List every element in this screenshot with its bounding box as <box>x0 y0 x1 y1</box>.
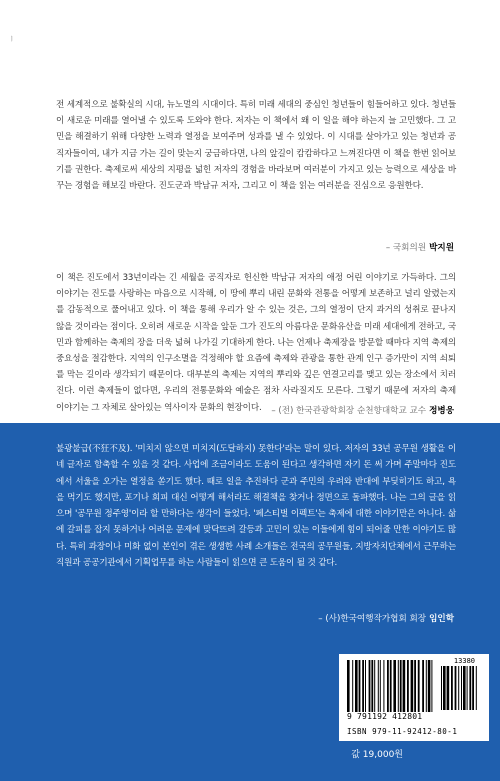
barcode-bar <box>387 660 389 712</box>
endorser-name-3: 임인학 <box>429 614 454 624</box>
barcode-bar <box>359 660 361 712</box>
barcode-bar <box>352 660 353 712</box>
addon-barcode <box>441 666 477 710</box>
barcode-bar <box>403 660 406 712</box>
barcode-bar <box>469 666 471 710</box>
barcode-bar <box>365 660 366 712</box>
endorsement-text-1: 전 세계적으로 불확실의 시대, 뉴노멀의 시대이다. 특히 미래 세대의 중심인 청년들이 힘들어하고 있다. 청년들이 새로운 미래를 열어낼 수 있도록 도와야 한다. 저자는 이 책에서 왜 이 일을 해야 하는지 늘 고민했다. 그 고민을 해결하기 위해 다양한 노력과 열정을 보여주며 성과를 낼 수 있었다. 이 시대를 살아가고 있는 청년과 공직자들이여, 내가 지금 가는 길이 맞는지 궁금하다면, 나의 앞길이 캄캄하다고 느껴진다면 이 책을 한번 읽어보기를 권한다. 축제로써 세상의 지평을 넓힌 저자의 경험을 바라보며 여러분이 가지고 있는 능력으로 세상을 바꾸는 경험을 해보길 바란다. 진도군과 박남규 저자, 그리고 이 책을 읽는 여러분을 진심으로 응원한다. <box>56 100 456 192</box>
barcode-bar <box>418 660 420 712</box>
barcode-bar <box>447 666 450 710</box>
barcode-bar <box>443 666 446 710</box>
barcode-bar <box>362 660 364 712</box>
barcode-bar <box>371 660 373 712</box>
endorser-role-1: – 국회의원 <box>385 243 427 253</box>
barcode-bar <box>398 660 399 712</box>
barcode-bar <box>451 666 453 710</box>
barcode-digits: 9 791192 412801 <box>347 712 423 721</box>
barcode-bar <box>476 666 477 710</box>
barcode-bar <box>431 660 432 712</box>
endorsement-signature-3 <box>318 612 454 624</box>
endorser-name-2: 정병웅 <box>429 406 454 416</box>
endorsement-signature-2 <box>271 404 454 416</box>
barcode-bar <box>428 660 431 712</box>
barcode-bar <box>390 660 392 712</box>
barcode-bar <box>369 660 371 712</box>
endorsement-text-2: 이 책은 진도에서 33년이라는 긴 세월을 공직자로 헌신한 박남규 저자의 애정 어린 이야기로 가득하다. 그의 이야기는 진도를 사랑하는 마음으로 시작해, 이 땅에 뿌리 내린 문화와 전통을 어떻게 보존하고 널리 알렸는지를 감동적으로 풀어내고 있다. 이 책을 통해 우리가 알 수 있는 것은, 그의 열정이 단지 과거의 성취로 끝나지 않을 것이라는 점이다. 오히려 새로운 시작을 앞둔 그가 진도의 아름다운 문화유산을 미래 세대에게 전하고, 국민과 함께하는 축제의 장을 더욱 넓혀 나가길 기대하게 한다. 나는 언제나 축제장을 방문할 때마다 지역 축제의 중요성을 절감한다. 지역의 인구소멸을 걱정해야 할 요즘에 축제와 관광을 통한 관계 인구 증가만이 지역 쇠퇴를 막는 길이라 생각되기 때문이다. 대부분의 축제는 지역의 뿌리와 깊은 연결고리를 맺고 있는 장소에서 치러진다. 이런 축제들이 없다면, 우리의 전통문화와 예술은 점차 사라질지도 모른다. 그렇기 때문에 저자의 축제 이야기는 그 자체로 살아있는 역사이자 문화의 현장이다. <box>56 273 456 413</box>
barcode-bar <box>407 660 409 712</box>
isbn-barcode-box <box>339 654 489 741</box>
barcode-addon-number: 13380 <box>453 657 475 665</box>
price-label: 값 19,000원 <box>351 750 403 760</box>
barcode-bar <box>426 660 427 712</box>
isbn-number: ISBN 979-11-92412-80-1 <box>347 727 458 736</box>
barcode-bar <box>347 660 350 712</box>
barcode-bar <box>380 660 381 712</box>
barcode-bar <box>463 666 466 710</box>
barcode-bar <box>411 660 414 712</box>
barcode-bar <box>393 660 396 712</box>
corner-mark: ㅣ <box>9 36 15 43</box>
barcode-bar <box>461 666 462 710</box>
barcode-bar <box>458 666 459 710</box>
endorser-role-3: – (사)한국여행작가협회 회장 <box>318 614 427 624</box>
endorsement-text-3: 불광불급(不狂不及). '미치지 않으면 미치지(도달하지) 못한다'라는 말이 있다. 저자의 33년 공무원 생활을 이 네 글자로 함축할 수 있을 것 같다. 사업에 조금이라도 도움이 된다고 생각하면 자기 돈 써 가며 주말마다 진도에서 서울을 오가는 열정을 쏟기도 했다. 때로 일을 추진하다 군과 주민의 우려와 반대에 부딪히기도 하고, 욕을 먹기도 했지만, 포기나 회피 대신 어떻게 해서라도 해결책을 찾거나 정면으로 돌파했다. 나는 그의 글을 읽으며 '공무원 정주영'이라 할 만하다는 생각이 들었다. '페스티벌 이펙트'는 축제에 대한 이야기만은 아니다. 삶에 갈피를 잡지 못하거나 어려운 문제에 맞닥뜨려 갈등과 고민이 있는 이들에게 힘이 되어줄 만한 이야기도 많다. 특히 과장이나 미화 없이 본인이 겪은 생생한 사례 소개들은 전국의 공무원들, 지방자치단체에서 근무하는 직원과 공공기관에서 기획업무를 하는 사람들이 읽으면 큰 도움이 될 것 같다. <box>56 444 456 569</box>
barcode-bar <box>378 660 379 712</box>
endorser-role-2: – (전) 한국관광학회장 순천향대학교 교수 <box>271 406 427 416</box>
barcode-bar <box>355 660 358 712</box>
barcode-bar <box>455 666 457 710</box>
endorser-name-1: 박지원 <box>429 243 454 253</box>
barcode-bar <box>472 666 474 710</box>
barcode-bar <box>383 660 384 712</box>
barcode-bar <box>400 660 402 712</box>
isbn-barcode <box>347 660 435 712</box>
barcode-bar <box>422 660 424 712</box>
barcode-bar <box>414 660 416 712</box>
endorsement-signature-1 <box>386 241 454 253</box>
barcode-bar <box>441 666 442 710</box>
barcode-bar <box>374 660 375 712</box>
barcode-bar <box>467 666 468 710</box>
